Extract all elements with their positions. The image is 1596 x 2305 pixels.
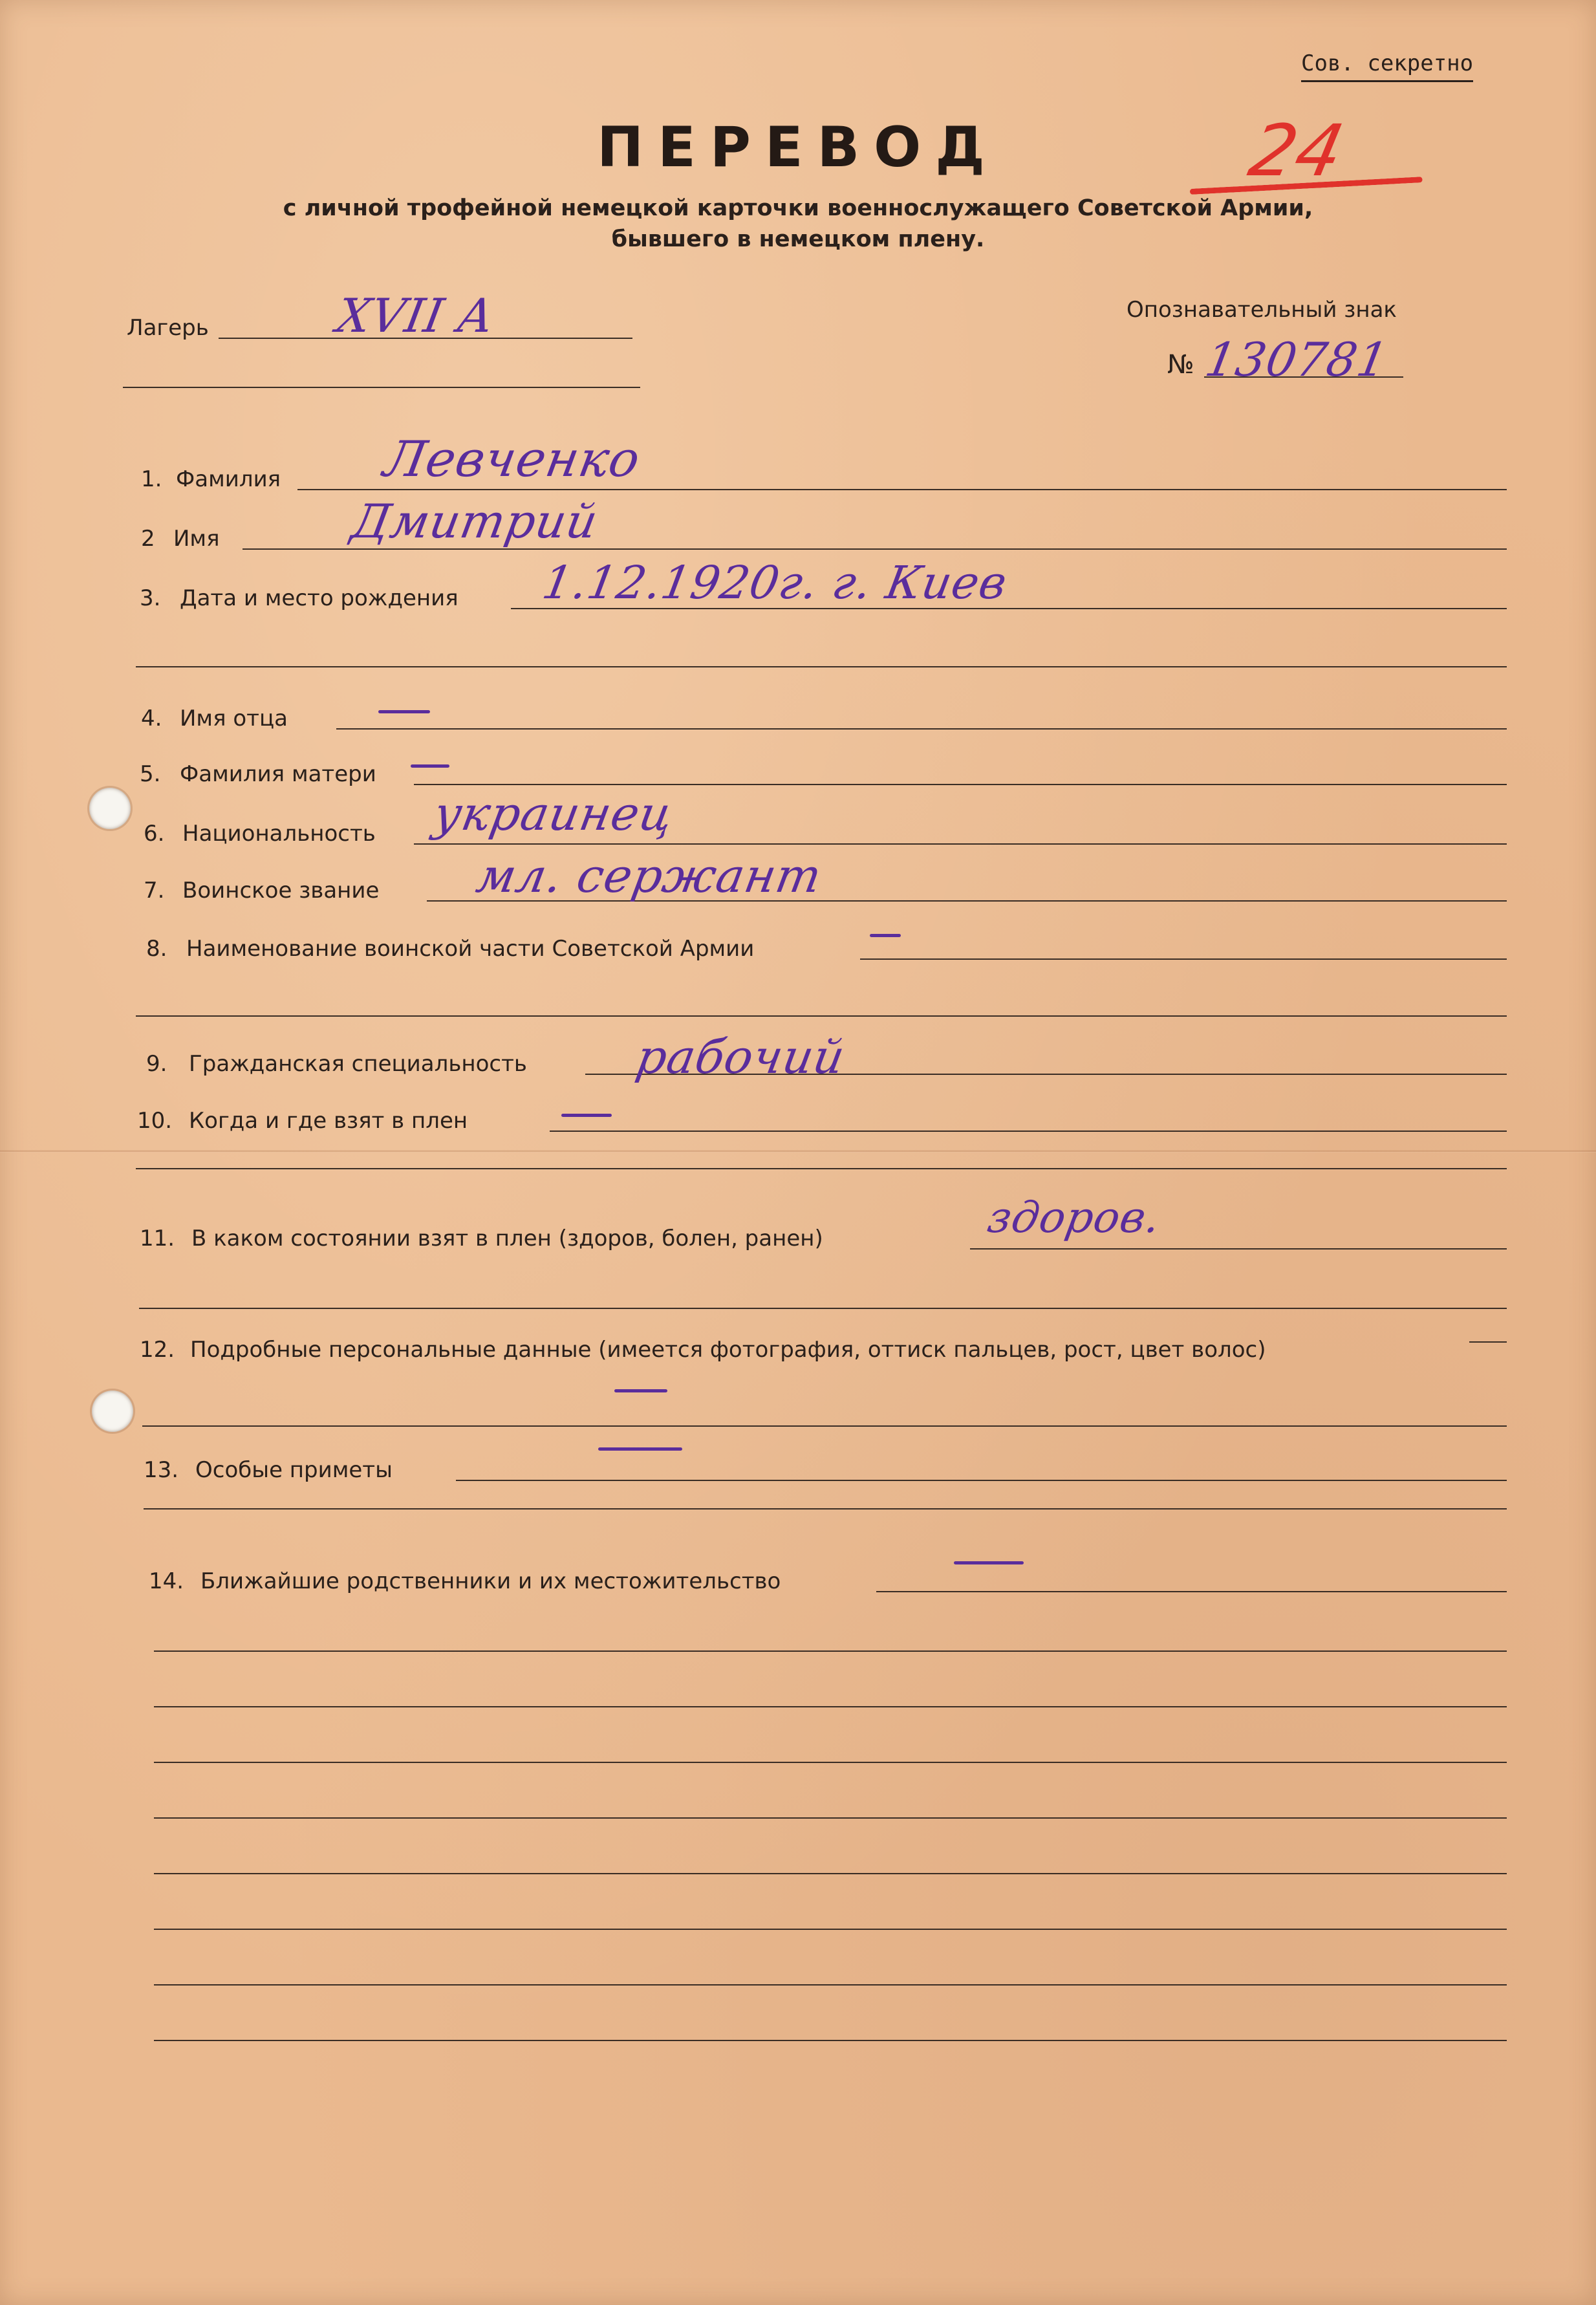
subtitle-line-2: бывшего в немецком плену. — [611, 226, 985, 252]
field-6-num: 6. — [144, 821, 165, 847]
field-condition-label: В каком состоянии взят в плен (здоров, болен, ранен) — [191, 1226, 823, 1251]
field-surname-line — [297, 489, 1507, 490]
field-unit-line-2 — [136, 1015, 1507, 1017]
field-mother-label: Фамилия матери — [180, 761, 376, 787]
id-number-prefix: № — [1167, 350, 1194, 380]
camp-label: Лагерь — [127, 315, 209, 341]
punch-hole-upper — [89, 788, 131, 829]
archive-number: 24 — [1242, 109, 1351, 192]
field-profession-label: Гражданская специальность — [189, 1051, 527, 1077]
field-unit-value — [870, 934, 901, 937]
field-13-num: 13. — [144, 1457, 179, 1483]
field-rank-label: Воинское звание — [182, 878, 380, 904]
field-birth-value: 1.12.1920г. г. Киев — [538, 556, 1011, 609]
camp-line-2 — [123, 387, 640, 388]
paper-fold — [0, 1150, 1596, 1152]
field-1-num: 1. — [141, 466, 162, 492]
punch-hole-lower — [92, 1391, 133, 1432]
page-title: ПЕРЕВОД — [597, 115, 999, 180]
field-condition-line-2 — [139, 1308, 1507, 1309]
relatives-line-4 — [154, 1762, 1507, 1763]
field-relatives-value — [954, 1561, 1024, 1564]
field-profession-value: рабочий — [632, 1030, 850, 1084]
field-capture-label: Когда и где взят в плен — [189, 1108, 468, 1134]
relatives-line-9 — [154, 2040, 1507, 2041]
field-marks-line — [456, 1480, 1507, 1481]
relatives-line-3 — [154, 1706, 1507, 1707]
field-marks-label: Особые приметы — [195, 1457, 393, 1483]
relatives-line-2 — [154, 1650, 1507, 1652]
field-personal-data-value — [614, 1389, 667, 1392]
field-capture-line-2 — [136, 1168, 1507, 1169]
field-8-num: 8. — [146, 936, 167, 962]
subtitle-line-1: с личной трофейной немецкой карточки военнослужащего Советской Армии, — [283, 195, 1313, 221]
field-personal-data-label: Подробные персональные данные (имеется фотография, оттиск пальцев, рост, цвет волос) — [190, 1337, 1266, 1363]
field-3-num: 3. — [140, 585, 161, 611]
field-condition-value: здоров. — [984, 1193, 1165, 1242]
field-father-label: Имя отца — [180, 706, 288, 731]
field-nationality-value: украинец — [429, 786, 678, 841]
field-mother-line — [414, 784, 1507, 785]
field-nationality-label: Национальность — [182, 821, 376, 847]
field-birth-label: Дата и место рождения — [180, 585, 458, 611]
field-9-num: 9. — [146, 1051, 167, 1077]
relatives-line-8 — [154, 1984, 1507, 1986]
field-father-value — [378, 710, 430, 713]
camp-value: XVII A — [332, 288, 499, 343]
field-4-num: 4. — [141, 706, 162, 731]
relatives-line-7 — [154, 1929, 1507, 1930]
field-personal-data-line-2 — [142, 1425, 1507, 1427]
field-mother-value — [411, 764, 449, 768]
field-5-num: 5. — [140, 761, 161, 787]
field-surname-value: Левченко — [380, 430, 645, 488]
id-tag-label: Опознавательный знак — [1127, 297, 1397, 323]
field-2-num: 2 — [141, 526, 155, 552]
field-14-num: 14. — [149, 1568, 184, 1594]
relatives-line-5 — [154, 1817, 1507, 1819]
field-surname-label: Фамилия — [176, 466, 281, 492]
id-tag-value: 130781 — [1201, 332, 1393, 387]
field-capture-line — [550, 1131, 1507, 1132]
field-name-value: Дмитрий — [347, 494, 603, 548]
field-condition-line — [970, 1248, 1507, 1250]
field-unit-label: Наименование воинской части Советской Армии — [186, 936, 755, 962]
field-nationality-line — [414, 843, 1507, 845]
field-12-num: 12. — [140, 1337, 175, 1363]
field-rank-value: мл. сержант — [472, 849, 826, 903]
field-capture-value — [561, 1114, 612, 1117]
field-relatives-line — [876, 1591, 1507, 1592]
field-birth-line-2 — [136, 666, 1507, 667]
field-marks-line-2 — [144, 1508, 1507, 1510]
field-father-line — [336, 728, 1507, 730]
relatives-line-6 — [154, 1873, 1507, 1874]
field-unit-line — [860, 958, 1507, 960]
field-personal-data-line — [1469, 1341, 1507, 1343]
field-name-label: Имя — [173, 526, 220, 552]
classification-stamp: Сов. секретно — [1301, 50, 1473, 82]
field-marks-value — [598, 1447, 682, 1451]
field-10-num: 10. — [137, 1108, 173, 1134]
field-7-num: 7. — [144, 878, 165, 904]
field-11-num: 11. — [140, 1226, 175, 1251]
field-name-line — [243, 548, 1507, 550]
field-relatives-label: Ближайшие родственники и их местожительство — [200, 1568, 781, 1594]
